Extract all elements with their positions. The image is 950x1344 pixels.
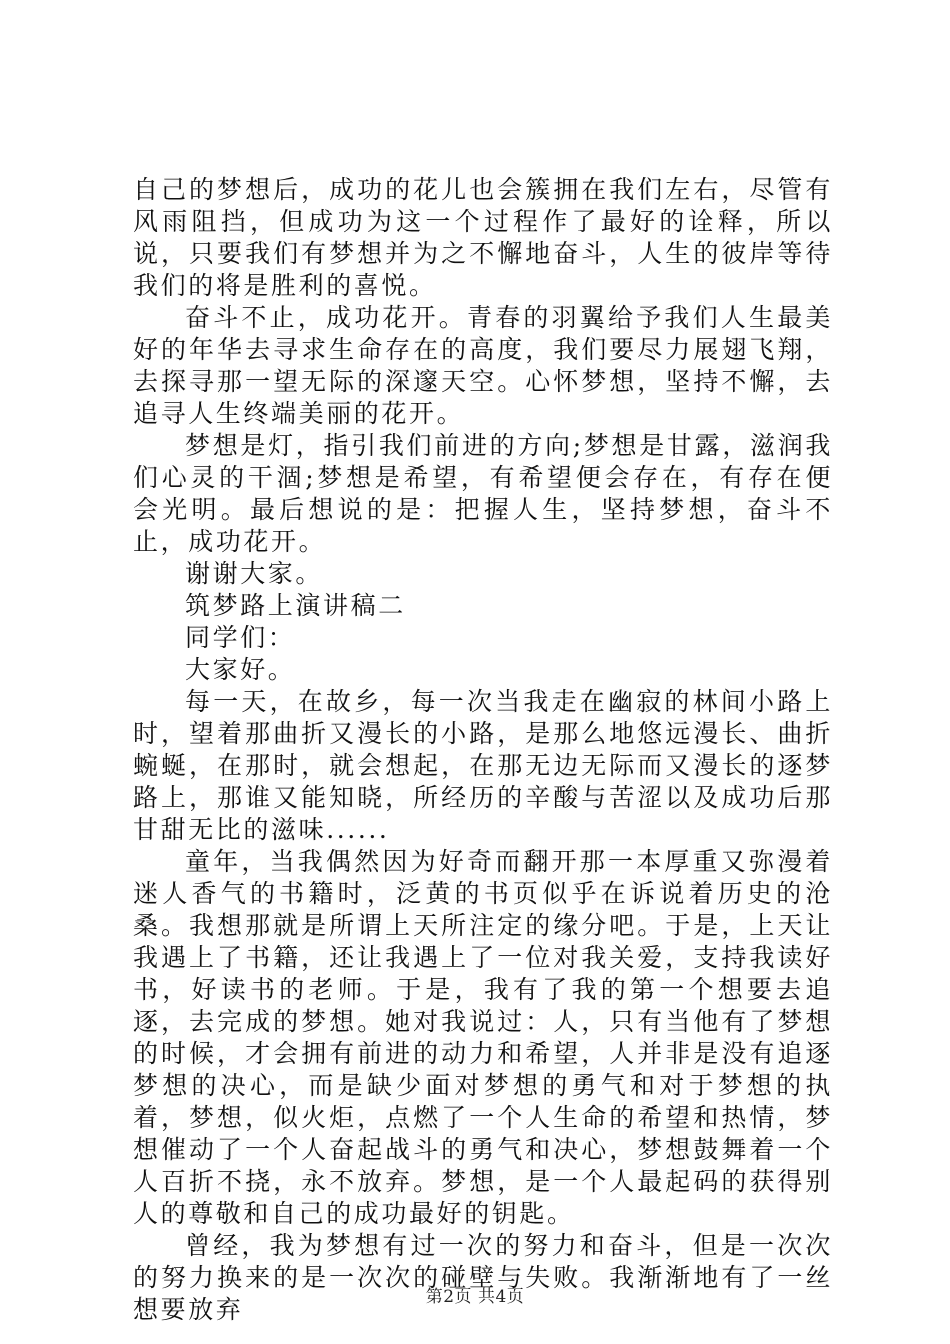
salutation: 同学们：: [185, 623, 296, 652]
paragraph-3: 梦想是灯，指引我们前进的方向;梦想是甘露，滋润我们心灵的干涸;梦想是希望，有希望便会存在，有存在便会光明。最后想说的是：把握人生，坚持梦想，奋斗不止，成功花开。: [133, 431, 833, 556]
paragraph-8: 每一天，在故乡，每一次当我走在幽寂的林间小路上时，望着那曲折又漫长的小路，是那么地悠远漫长、曲折蜿蜒，在那时，就会想起，在那无边无际而又漫长的逐梦路上，那谁又能知晓，所经历的辛酸与苦涩以及成功后那甘甜无比的滋味......: [133, 687, 833, 844]
paragraph-1: 自己的梦想后，成功的花儿也会簇拥在我们左右，尽管有风雨阻挡，但成功为这一个过程作了最好的诠释，所以说，只要我们有梦想并为之不懈地奋斗，人生的彼岸等待我们的将是胜利的喜悦。: [133, 175, 833, 300]
greeting: 大家好。: [185, 655, 296, 684]
paragraph-10: 曾经，我为梦想有过一次的努力和奋斗，但是一次次的努力换来的是一次次的碰壁与失败。我渐渐地有了一丝想要放弃: [133, 1231, 833, 1324]
page-footer: 第2页 共4页: [425, 1287, 525, 1307]
document-body: [133, 174, 833, 1326]
paragraph-thanks: 谢谢大家。: [185, 559, 324, 588]
paragraph-9: 童年，当我偶然因为好奇而翻开那一本厚重又弥漫着迷人香气的书籍时，泛黄的书页似乎在诉说着历史的沧桑。我想那就是所谓上天所注定的缘分吧。于是，上天让我遇上了书籍，还让我遇上了一位对我关爱，支持我读好书，好读书的老师。于是，我有了我的第一个想要去追逐，去完成的梦想。她对我说过：人，只有当他有了梦想的时候，才会拥有前进的动力和希望，人并非是没有追逐梦想的决心，而是缺少面对梦想的勇气和对于梦想的执着，梦想，似火炬，点燃了一个人生命的希望和热情，梦想催动了一个人奋起战斗的勇气和决心，梦想鼓舞着一个人百折不挠，永不放弃。梦想，是一个人最起码的获得别人的尊敬和自己的成功最好的钥匙。: [133, 847, 833, 1228]
paragraph-2: 奋斗不止，成功花开。青春的羽翼给予我们人生最美好的年华去寻求生命存在的高度，我们要尽力展翅飞翔，去探寻那一望无际的深邃天空。心怀梦想，坚持不懈，去追寻人生终端美丽的花开。: [133, 303, 833, 428]
section-title: 筑梦路上演讲稿二: [185, 591, 406, 620]
